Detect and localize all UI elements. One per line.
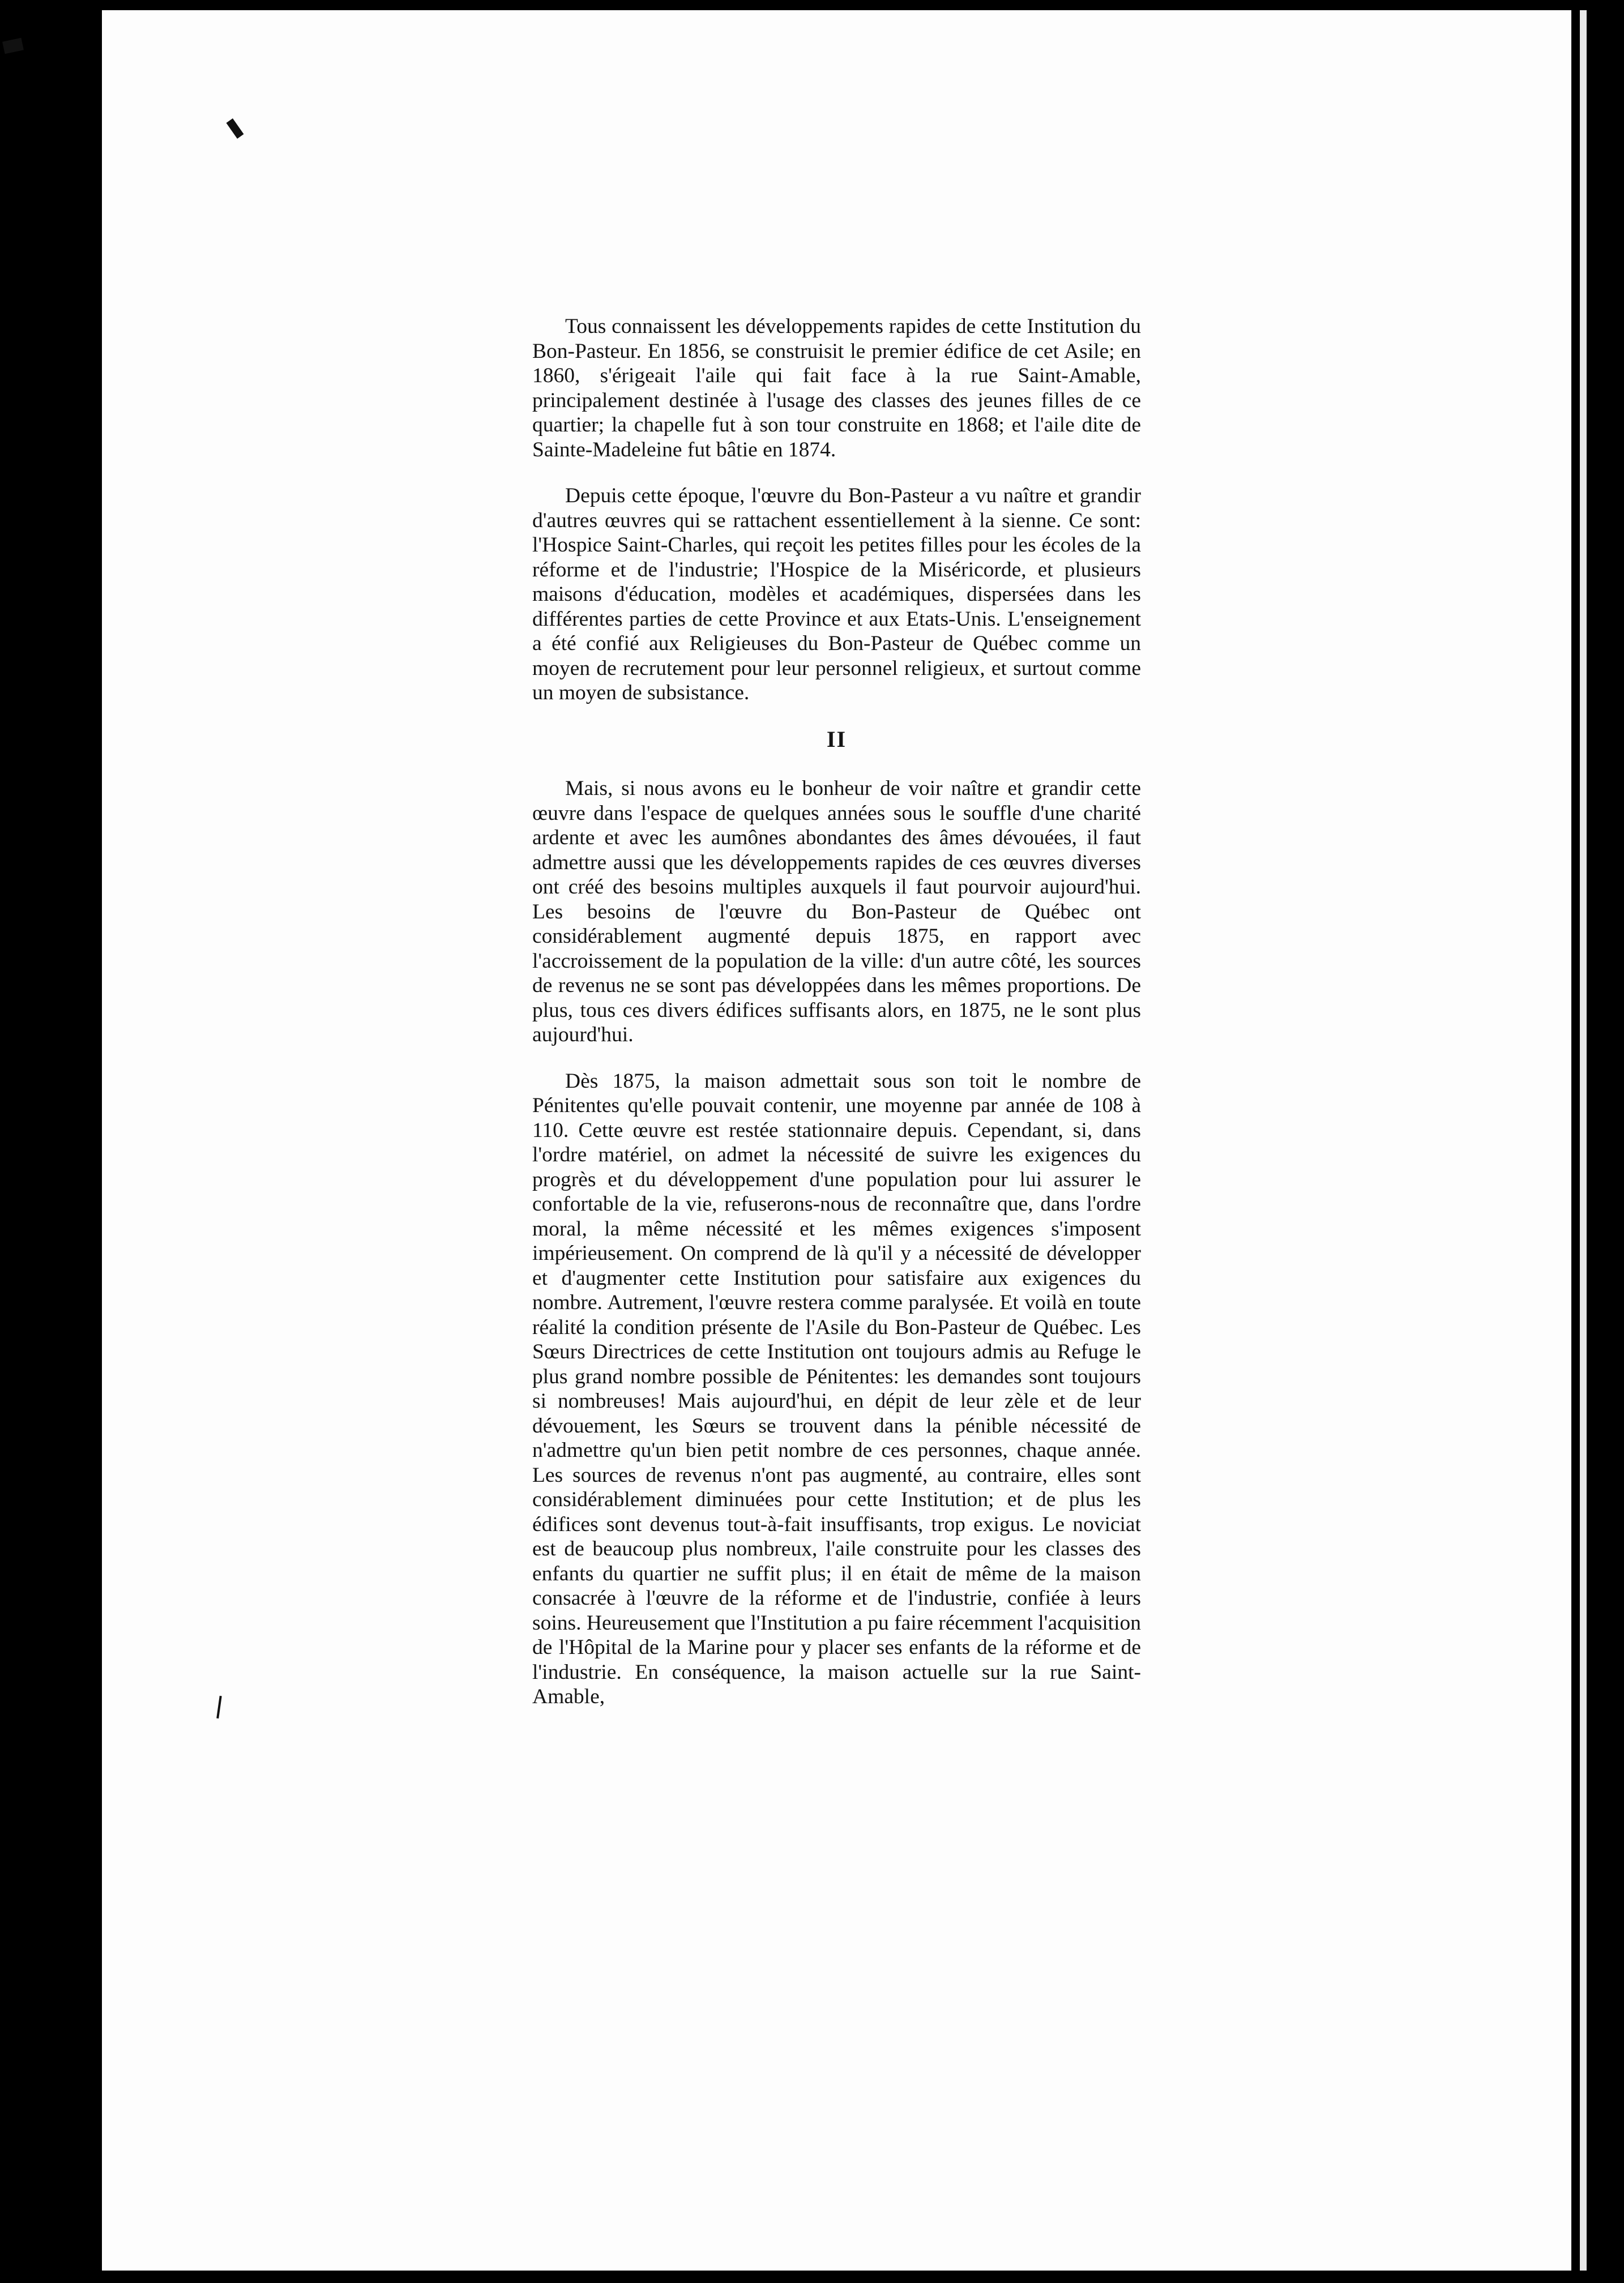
document-body: [532, 314, 1141, 1731]
page-edge-shadow: [1580, 10, 1587, 2271]
paragraph-1: Tous connaissent les développements rapides de cette Institution du Bon-Pasteur. En 1856, se construisit le premier édifice de cet Asile; en 1860, s'érigeait l'aile qui fait face à la rue Saint-Amable, principalement destinée à l'usage des classes des jeunes filles de ce quartier; la chapelle fut à son tour construite en 1868; et l'aile dite de Sainte-Madeleine fut bâtie en 1874.: [532, 315, 1141, 461]
paragraph-4: Dès 1875, la maison admettait sous son toit le nombre de Pénitentes qu'elle pouvait contenir, une moyenne par année de 108 à 110. Cette œuvre est restée stationnaire depuis. Cependant, si, dans l'ordre matériel, on admet la nécessité de suivre les exigences du progrès et du développement d'une population pour lui assurer le confortable de la vie, refuserons-nous de reconnaître que, dans l'ordre moral, la même nécessité et les mêmes exigences s'imposent impérieusement. On comprend de là qu'il y a nécessité de développer et d'augmenter cette Institution pour satisfaire aux exigences du nombre. Autrement, l'œuvre restera comme paralysée. Et voilà en toute réalité la condition présente de l'Asile du Bon-Pasteur de Québec. Les Sœurs Directrices de cette Institution ont toujours admis au Refuge le plus grand nombre possible de Pénitentes: les demandes sont toujours si nombreuses! Mais aujourd'hui, en dépit de leur zèle et de leur dévouement, les Sœurs se trouvent dans la pénible nécessité de n'admettre qu'un bien petit nombre de ces personnes, chaque année. Les sources de revenus n'ont pas augmenté, au contraire, elles sont considérablement diminuées pour cette Institution; et de plus les édifices sont devenus tout-à-fait insuffisants, trop exigus. Le noviciat est de beaucoup plus nombreux, l'aile construite pour les classes des enfants du quartier ne suffit plus; il en était de même de la maison consacrée à l'œuvre de la réforme et de l'industrie, confiée à leurs soins. Heureusement que l'Institution a pu faire récemment l'acquisition de l'Hôpital de la Marine pour y placer ses enfants de la réforme et de l'industrie. En conséquence, la maison actuelle sur la rue Saint-Amable,: [532, 1069, 1141, 1708]
paragraph-2: Depuis cette époque, l'œuvre du Bon-Pasteur a vu naître et grandir d'autres œuvres qui se rattachent essentiellement à la sienne. Ce sont: l'Hospice Saint-Charles, qui reçoit les petites filles pour les écoles de la réforme et de l'industrie; l'Hospice de la Miséricorde, et plusieurs maisons d'éducation, modèles et académiques, dispersées dans les différentes parties de cette Province et aux Etats-Unis. L'enseignement a été confié aux Religieuses du Bon-Pasteur de Québec comme un moyen de recrutement pour leur personnel religieux, et surtout comme un moyen de subsistance.: [532, 484, 1141, 704]
paragraph-3: Mais, si nous avons eu le bonheur de voir naître et grandir cette œuvre dans l'espace de quelques années sous le souffle d'une charité ardente et avec les aumônes abondantes des âmes dévouées, il faut admettre aussi que les développements rapides de ces œuvres diverses ont créé des besoins multiples auxquels il faut pourvoir aujourd'hui. Les besoins de l'œuvre du Bon-Pasteur de Québec ont considérablement augmenté depuis 1875, en rapport avec l'accroissement de la population de la ville: d'un autre côté, les sources de revenus ne se sont pas développées dans les mêmes proportions. De plus, tous ces divers édifices suffisants alors, en 1875, ne le sont plus aujourd'hui.: [532, 777, 1141, 1046]
section-heading: II: [826, 726, 847, 752]
scan-speck-top-left: [2, 38, 24, 54]
